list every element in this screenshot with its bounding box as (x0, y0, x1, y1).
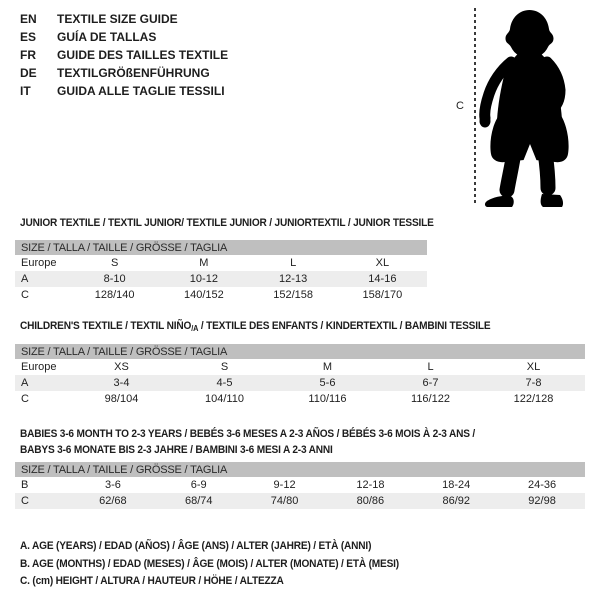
row-label: C (21, 289, 29, 301)
cell: 98/104 (104, 393, 139, 405)
table-row (15, 493, 585, 509)
cell: 110/116 (308, 393, 347, 405)
lang-row-fr (20, 46, 228, 64)
cell: 62/68 (70, 493, 156, 509)
size-header-bar: SIZE / TALLA / TAILLE / GRÖSSE / TAGLIA (15, 344, 585, 359)
cell: 8-10 (70, 271, 159, 287)
legend-age-years: A. AGE (YEARS) / EDAD (AÑOS) / ÂGE (ANS) / ALTER (JAHRE) / ETÀ (ANNI) (20, 540, 372, 552)
cell: 68/74 (156, 493, 242, 509)
cell: 92/98 (499, 493, 585, 509)
lang-code: EN (20, 12, 37, 26)
cell: 6-7 (379, 375, 482, 391)
junior-section-title: JUNIOR TEXTILE / TEXTIL JUNIOR/ TEXTILE JUNIOR / JUNIORTEXTIL / JUNIOR TESSILE (20, 217, 434, 229)
lang-row-it (20, 82, 228, 100)
lang-title: GUÍA DE TALLAS (57, 30, 157, 44)
cell: M (322, 361, 333, 373)
cell: XL (526, 361, 541, 373)
cell: S (220, 361, 229, 373)
lang-title: GUIDA ALLE TAGLIE TESSILI (57, 84, 225, 98)
table-row (15, 271, 427, 287)
cell: 6-9 (190, 479, 207, 491)
lang-code: IT (20, 84, 31, 98)
lang-code: DE (20, 66, 37, 80)
cell: 5-6 (276, 375, 379, 391)
row-label: C (15, 493, 70, 509)
size-header-bar: SIZE / TALLA / TAILLE / GRÖSSE / TAGLIA (15, 240, 427, 255)
cell: 12-13 (249, 271, 338, 287)
cell: L (290, 257, 297, 269)
row-label: A (15, 375, 70, 391)
cell: S (110, 257, 119, 269)
junior-size-table (15, 240, 427, 303)
cell: 140/152 (183, 289, 224, 301)
table-row (15, 477, 585, 493)
children-title-before: CHILDREN'S TEXTILE / TEXTIL NIÑO (20, 320, 192, 332)
lang-title: GUIDE DES TAILLES TEXTILE (57, 48, 229, 62)
cell: 86/92 (413, 493, 499, 509)
cell: XS (114, 361, 129, 373)
cell: 122/128 (513, 393, 554, 405)
cell: 128/140 (94, 289, 135, 301)
legend-height-cm: C. (cm) HEIGHT / ALTURA / HAUTEUR / HÖHE / ALTEZZA (20, 575, 284, 587)
size-header-bar: SIZE / TALLA / TAILLE / GRÖSSE / TAGLIA (15, 462, 585, 477)
table-row (15, 391, 585, 407)
height-measure-label: C (456, 100, 464, 112)
table-row (15, 287, 427, 303)
row-label: Europe (21, 361, 57, 373)
table-row (15, 375, 585, 391)
cell: 18-24 (442, 479, 471, 491)
babies-title-line1: BABIES 3-6 MONTH TO 2-3 YEARS / BEBÉS 3-6 MESES A 2-3 AÑOS / BÉBÉS 3-6 MOIS À 2-3 ANS / (20, 428, 476, 440)
babies-title-line2: BABYS 3-6 MONATE BIS 2-3 JAHRE / BAMBINI 3-6 MESI A 2-3 ANNI (20, 444, 333, 456)
lang-code: ES (20, 30, 37, 44)
lang-row-de (20, 64, 228, 82)
lang-code: FR (20, 48, 36, 62)
height-measure-dotted-line (474, 8, 476, 206)
lang-title: TEXTILE SIZE GUIDE (57, 12, 178, 26)
row-label: Europe (21, 257, 57, 269)
babies-size-table (15, 462, 585, 509)
cell: 12-18 (356, 479, 385, 491)
cell: 116/122 (411, 393, 450, 405)
measure-legend (20, 538, 399, 591)
cell: 9-12 (273, 479, 296, 491)
cell: 104/110 (205, 393, 244, 405)
cell: 7-8 (482, 375, 585, 391)
table-row (15, 255, 427, 271)
lang-row-en (20, 10, 228, 28)
baby-silhouette-icon (478, 4, 596, 210)
cell: 14-16 (338, 271, 427, 287)
cell: L (427, 361, 434, 373)
row-label: C (21, 393, 29, 405)
cell: 152/158 (273, 289, 313, 301)
row-label: B (21, 479, 29, 491)
children-title-after: / TEXTILE DES ENFANTS / KINDERTEXTIL / BAMBINI TESSILE (198, 320, 491, 332)
cell: 3-4 (70, 375, 173, 391)
cell: 24-36 (528, 479, 557, 491)
table-row (15, 359, 585, 375)
children-size-table (15, 344, 585, 407)
cell: M (199, 257, 209, 269)
language-title-list (20, 10, 228, 100)
cell: 158/170 (362, 289, 403, 301)
cell: 74/80 (242, 493, 328, 509)
cell: 4-5 (173, 375, 276, 391)
cell: 10-12 (159, 271, 248, 287)
cell: 80/86 (327, 493, 413, 509)
babies-section-title (20, 426, 475, 458)
legend-age-months: B. AGE (MONTHS) / EDAD (MESES) / ÂGE (MOIS) / ALTER (MONATE) / ETÀ (MESI) (20, 557, 399, 570)
cell: XL (375, 257, 390, 269)
children-section-title (20, 318, 490, 337)
cell: 3-6 (104, 479, 121, 491)
row-label: A (15, 271, 70, 287)
lang-title: TEXTILGRÖßENFÜHRUNG (57, 66, 210, 80)
lang-row-es (20, 28, 228, 46)
children-title-subscript: /A (191, 324, 199, 333)
